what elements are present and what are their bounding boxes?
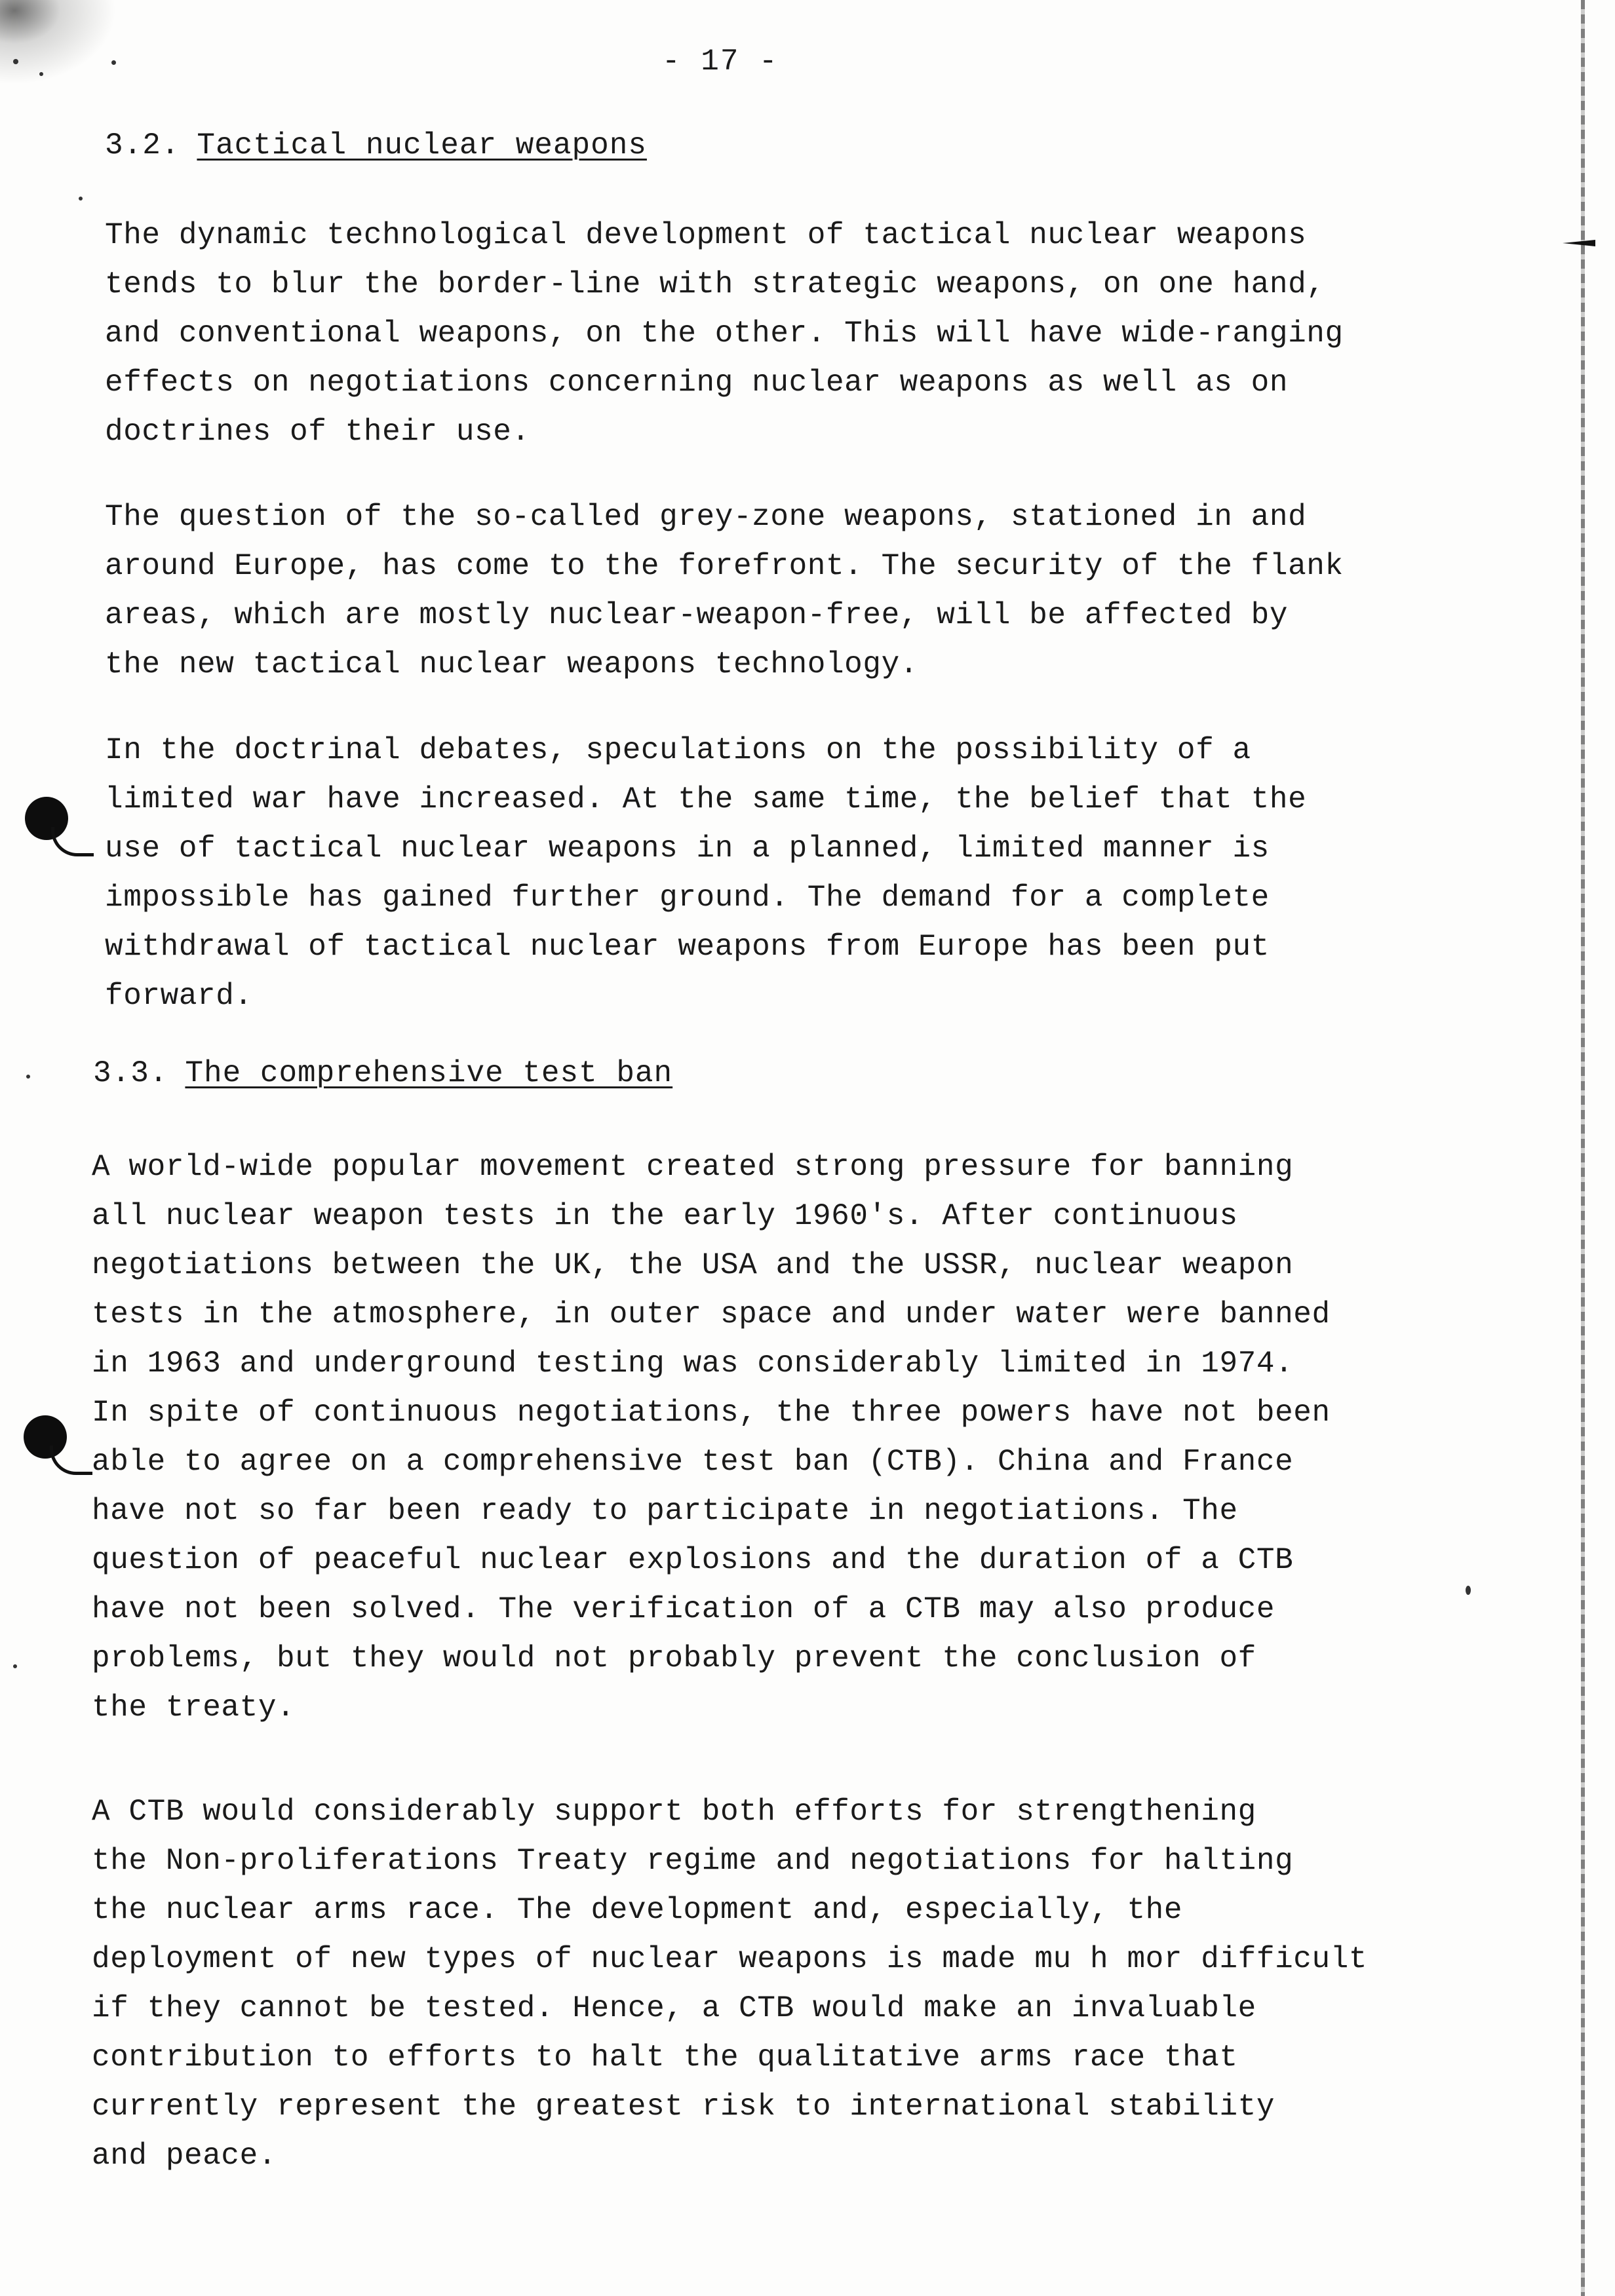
text-line: In spite of continuous negotiations, the three powers have not been — [92, 1396, 1331, 1430]
scan-speck — [1466, 1586, 1471, 1595]
text-line: A CTB would considerably support both efforts for strengthening — [92, 1795, 1256, 1829]
text-line: deployment of new types of nuclear weapons is made mu h mor difficult — [92, 1942, 1368, 1976]
text-line: doctrines of their use. — [105, 415, 530, 449]
text-line: forward. — [105, 979, 253, 1013]
punch-hole-tail — [50, 1445, 92, 1475]
scan-speck — [111, 60, 116, 65]
text-line: impossible has gained further ground. The demand for a complete — [105, 881, 1270, 915]
text-line: able to agree on a comprehensive test ban (CTB). China and France — [92, 1445, 1294, 1479]
paragraph — [92, 1143, 1331, 1732]
text-line: areas, which are mostly nuclear-weapon-free, will be affected by — [105, 598, 1289, 632]
text-line: In the doctrinal debates, speculations on the possibility of a — [105, 733, 1251, 767]
text-line: have not so far been ready to participate in negotiations. The — [92, 1494, 1238, 1528]
scan-speck — [26, 1075, 30, 1079]
section-title: The comprehensive test ban — [185, 1056, 673, 1090]
section-heading-3-2 — [105, 128, 647, 163]
text-line: problems, but they would not probably prevent the conclusion of — [92, 1641, 1256, 1675]
scan-speck — [39, 72, 43, 76]
text-line: and conventional weapons, on the other. This will have wide-ranging — [105, 316, 1344, 351]
text-line: if they cannot be tested. Hence, a CTB would make an invaluable — [92, 1991, 1256, 2025]
text-line: around Europe, has come to the forefront. The security of the flank — [105, 549, 1344, 583]
text-line: the new tactical nuclear weapons technology. — [105, 647, 918, 681]
text-line: all nuclear weapon tests in the early 1960's. After continuous — [92, 1199, 1238, 1233]
scan-smudge — [0, 0, 144, 105]
section-number: 3.2. — [105, 128, 180, 163]
scan-speck — [79, 197, 83, 201]
text-line: tests in the atmosphere, in outer space and under water were banned — [92, 1297, 1331, 1331]
text-line: question of peaceful nuclear explosions and the duration of a CTB — [92, 1543, 1294, 1577]
text-line: have not been solved. The verification of a CTB may also produce — [92, 1592, 1275, 1626]
punch-hole-tail — [51, 827, 94, 856]
text-line: The question of the so-called grey-zone weapons, stationed in and — [105, 500, 1307, 534]
text-line: effects on negotiations concerning nuclear weapons as well as on — [105, 366, 1289, 400]
text-line: and peace. — [92, 2139, 277, 2173]
scan-speck — [13, 1664, 17, 1668]
section-number: 3.3. — [93, 1056, 168, 1090]
binding-edge — [1581, 0, 1585, 2296]
text-line: the nuclear arms race. The development and, especially, the — [92, 1893, 1183, 1927]
text-line: the Non-proliferations Treaty regime and negotiations for halting — [92, 1844, 1294, 1878]
text-line: currently represent the greatest risk to international stability — [92, 2090, 1275, 2124]
page-number: - 17 - — [662, 45, 779, 79]
section-heading-3-3 — [93, 1056, 672, 1090]
paragraph — [105, 493, 1344, 689]
text-line: tends to blur the border-line with strategic weapons, on one hand, — [105, 267, 1325, 301]
text-line: A world-wide popular movement created strong pressure for banning — [92, 1150, 1294, 1184]
text-line: The dynamic technological development of tactical nuclear weapons — [105, 218, 1307, 252]
text-line: withdrawal of tactical nuclear weapons from Europe has been put — [105, 930, 1270, 964]
scan-speck — [13, 59, 18, 64]
text-line: use of tactical nuclear weapons in a planned, limited manner is — [105, 832, 1270, 866]
text-line: limited war have increased. At the same time, the belief that the — [105, 782, 1307, 816]
text-line: contribution to efforts to halt the qualitative arms race that — [92, 2040, 1238, 2075]
text-line: the treaty. — [92, 1691, 296, 1725]
paragraph — [92, 1788, 1367, 2181]
text-line: in 1963 and underground testing was considerably limited in 1974. — [92, 1347, 1294, 1381]
paragraph — [105, 211, 1344, 457]
text-line: negotiations between the UK, the USA and the USSR, nuclear weapon — [92, 1248, 1294, 1282]
section-title: Tactical nuclear weapons — [197, 128, 647, 163]
margin-arrow-mark — [1563, 240, 1595, 246]
paragraph — [105, 726, 1306, 1021]
